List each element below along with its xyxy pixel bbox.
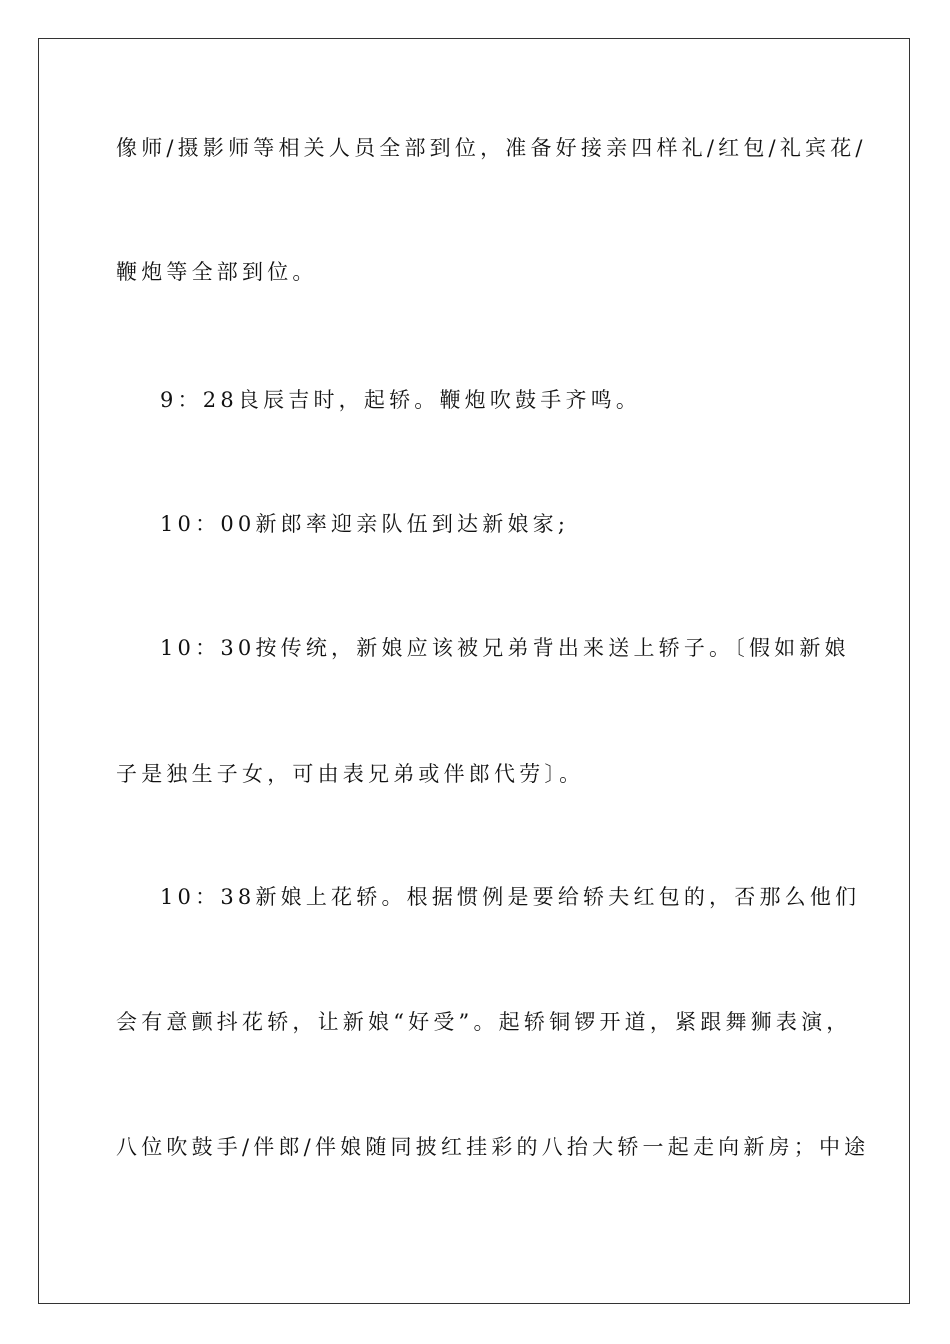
text-line-1: 像师/摄影师等相关人员全部到位，准备好接亲四样礼/红包/礼宾花/ <box>116 136 867 160</box>
text-line-8: 会有意颤抖花轿，让新娘“好受”。起轿铜锣开道，紧跟舞狮表演， <box>116 1010 852 1034</box>
text-line-7: 10：38新娘上花轿。根据惯例是要给轿夫红包的，否那么他们 <box>160 885 861 909</box>
text-line-4: 10：00新郎率迎亲队伍到达新娘家; <box>160 512 570 536</box>
page-border <box>38 38 910 1304</box>
text-line-6: 子是独生子女，可由表兄弟或伴郎代劳〕。 <box>116 762 585 786</box>
text-line-3: 9：28良辰吉时，起轿。鞭炮吹鼓手齐鸣。 <box>160 388 642 412</box>
text-line-2: 鞭炮等全部到位。 <box>116 260 318 284</box>
text-line-9: 八位吹鼓手/伴郎/伴娘随同披红挂彩的八抬大轿一起走向新房；中途 <box>116 1135 870 1159</box>
text-line-5: 10：30按传统，新娘应该被兄弟背出来送上轿子。〔假如新娘 <box>160 636 850 660</box>
